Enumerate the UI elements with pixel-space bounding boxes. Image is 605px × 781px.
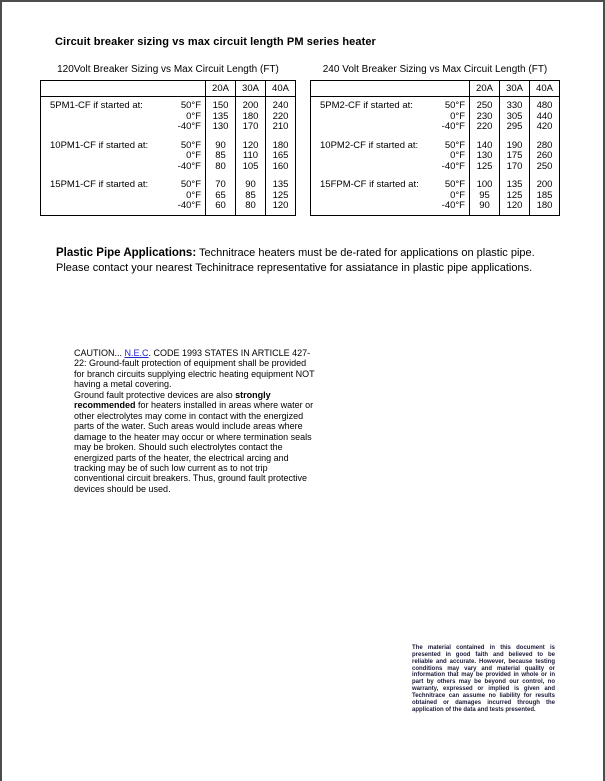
start-temp: 50°F	[180, 179, 201, 191]
table-120v-block	[40, 64, 296, 216]
max-length-value: 180	[530, 201, 560, 212]
max-length-value: 170	[500, 162, 530, 173]
max-length-value: 60	[206, 201, 236, 212]
spacer-cell	[266, 212, 296, 216]
caution-nec-statement: . CODE 1993 STATES IN ARTICLE 427-22: Ground-fault protection of equipment shall be provided for branch circuits supplying electric heating equipment NOT having a metal covering.	[74, 348, 315, 390]
amp-header-cell: 40A	[530, 81, 560, 97]
max-length-value: 135	[266, 180, 296, 191]
start-temp: 50°F	[444, 139, 465, 151]
max-length-value: 85	[206, 151, 236, 162]
max-length-value: 130	[470, 151, 500, 162]
max-length-value: 80	[206, 162, 236, 173]
row-label-flex	[41, 191, 205, 201]
table-row	[41, 191, 296, 202]
table-row	[311, 191, 560, 202]
max-length-value: 170	[236, 122, 266, 133]
table-row	[41, 162, 296, 173]
max-length-value: 95	[470, 191, 500, 202]
max-length-value: 440	[530, 112, 560, 123]
max-length-value: 135	[206, 112, 236, 123]
table-row	[41, 122, 296, 133]
start-temp: 0°F	[186, 150, 201, 162]
spacer-cell	[470, 212, 500, 216]
spacer-cell	[500, 212, 530, 216]
max-length-value: 140	[470, 141, 500, 152]
row-label-cell	[311, 141, 470, 152]
heater-name: 15FPM-CF if started at:	[320, 179, 419, 191]
table-row	[311, 151, 560, 162]
nec-link[interactable]: N.E.C	[124, 348, 149, 358]
table-row	[41, 151, 296, 162]
start-temp: -40°F	[441, 160, 465, 172]
start-temp: 50°F	[180, 139, 201, 151]
spacer-cell	[236, 212, 266, 216]
start-temp: -40°F	[441, 200, 465, 212]
row-label-flex	[41, 112, 205, 122]
caution-text-before-bold: Ground fault protective devices are also	[74, 389, 236, 400]
row-label-flex	[311, 162, 469, 172]
row-label-cell	[41, 101, 206, 112]
heater-name: 15PM1-CF if started at:	[50, 179, 149, 191]
max-length-value: 125	[470, 162, 500, 173]
table-row	[311, 101, 560, 112]
row-label-cell	[311, 101, 470, 112]
start-temp: 50°F	[444, 100, 465, 112]
max-length-value: 100	[470, 180, 500, 191]
max-length-value: 135	[500, 180, 530, 191]
breaker-table-120v	[40, 80, 296, 216]
start-temp: -40°F	[177, 200, 201, 212]
spacer-cell	[311, 212, 470, 216]
amp-header-cell: 30A	[236, 81, 266, 97]
max-length-value: 90	[206, 141, 236, 152]
max-length-value: 295	[500, 122, 530, 133]
row-label-flex	[311, 112, 469, 122]
amp-header-empty-cell	[41, 81, 206, 97]
row-label-flex	[311, 101, 469, 111]
table-120v-title: 120Volt Breaker Sizing vs Max Circuit Length (FT)	[57, 64, 279, 75]
plastic-pipe-paragraph	[56, 246, 566, 276]
max-length-value: 150	[206, 101, 236, 112]
row-label-cell	[311, 180, 470, 191]
spacer-cell	[41, 212, 206, 216]
max-length-value: 90	[236, 180, 266, 191]
table-row	[41, 201, 296, 212]
start-temp: -40°F	[441, 121, 465, 133]
row-label-cell	[311, 151, 470, 162]
max-length-value: 90	[470, 201, 500, 212]
max-length-value: 65	[206, 191, 236, 202]
table-row	[311, 141, 560, 152]
max-length-value: 250	[530, 162, 560, 173]
table-row	[311, 201, 560, 212]
max-length-value: 230	[470, 112, 500, 123]
row-label-flex	[311, 201, 469, 211]
start-temp: 0°F	[186, 110, 201, 122]
row-label-flex	[41, 151, 205, 161]
start-temp: 50°F	[180, 100, 201, 112]
max-length-value: 85	[236, 191, 266, 202]
start-temp: 0°F	[450, 150, 465, 162]
caution-prefix: CAUTION...	[74, 348, 125, 358]
table-row	[311, 180, 560, 191]
disclaimer-text: The material contained in this document is presented in good faith and believed to be reliable and accurate. However, because testing conditions may vary and material quality or information that may be provided in whole or in part by others may be beyond our control, no warranty, expressed or implied is given and Technitrace can assume no liability for results obtained or damages incurred through the application of the data and tests presented.	[412, 645, 555, 713]
row-label-cell	[311, 122, 470, 133]
table-row	[311, 112, 560, 123]
max-length-value: 305	[500, 112, 530, 123]
row-label-cell	[41, 180, 206, 191]
amp-header-row	[311, 81, 560, 97]
start-temp: 50°F	[444, 179, 465, 191]
plastic-pipe-heading: Plastic Pipe Applications:	[56, 247, 197, 259]
max-length-value: 330	[500, 101, 530, 112]
caution-text-after-bold: for heaters installed in areas where water or other electrolytes may come in contact with the energized parts of the water. Such areas would include areas where damage to the heater may occur or where termination seals may be broken. Should such electrolytes contact the energized parts of the heater, the electrical arcing and tracking may be of such low current as to not trip conventional circuit breakers. Thus, ground fault protective devices should be used.	[74, 400, 314, 494]
start-temp: -40°F	[177, 160, 201, 172]
row-label-flex	[41, 180, 205, 190]
start-temp: -40°F	[177, 121, 201, 133]
row-label-flex	[311, 191, 469, 201]
row-label-flex	[41, 122, 205, 132]
caution-paragraph-2	[74, 390, 319, 495]
row-label-flex	[41, 201, 205, 211]
max-length-value: 70	[206, 180, 236, 191]
max-length-value: 260	[530, 151, 560, 162]
max-length-value: 190	[500, 141, 530, 152]
max-length-value: 420	[530, 122, 560, 133]
footer-pad-row	[311, 212, 560, 216]
max-length-value: 165	[266, 151, 296, 162]
max-length-value: 480	[530, 101, 560, 112]
spacer-cell	[530, 212, 560, 216]
heater-name: 10PM1-CF if started at:	[50, 139, 149, 151]
table-240v-block	[310, 64, 560, 216]
row-label-cell	[41, 151, 206, 162]
spacer-cell	[206, 212, 236, 216]
max-length-value: 130	[206, 122, 236, 133]
row-label-cell	[41, 122, 206, 133]
max-length-value: 185	[530, 191, 560, 202]
amp-header-cell: 30A	[500, 81, 530, 97]
max-length-value: 120	[236, 141, 266, 152]
table-240v-title: 240 Volt Breaker Sizing vs Max Circuit Length (FT)	[322, 64, 548, 75]
heater-name: 5PM1-CF if started at:	[50, 100, 143, 112]
max-length-value: 220	[266, 112, 296, 123]
amp-header-row	[41, 81, 296, 97]
max-length-value: 105	[236, 162, 266, 173]
footer-pad-row	[41, 212, 296, 216]
start-temp: 0°F	[186, 189, 201, 201]
caution-bold-phrase: strongly recommended	[74, 389, 271, 411]
amp-header-cell: 20A	[206, 81, 236, 97]
max-length-value: 110	[236, 151, 266, 162]
row-label-flex	[41, 141, 205, 151]
row-label-cell	[41, 141, 206, 152]
max-length-value: 160	[266, 162, 296, 173]
start-temp: 0°F	[450, 189, 465, 201]
max-length-value: 175	[500, 151, 530, 162]
row-label-flex	[41, 101, 205, 111]
table-row	[41, 180, 296, 191]
plastic-pipe-text: Technitrace heaters must be de-rated for applications on plastic pipe. Please contact your nearest Techinitrace representative for assiatance in plastic pipe applications.	[56, 247, 535, 274]
max-length-value: 240	[266, 101, 296, 112]
amp-header-empty-cell	[311, 81, 470, 97]
max-length-value: 210	[266, 122, 296, 133]
max-length-value: 125	[500, 191, 530, 202]
amp-header-cell: 40A	[266, 81, 296, 97]
table-row	[311, 122, 560, 133]
row-label-flex	[41, 162, 205, 172]
amp-header-cell: 20A	[470, 81, 500, 97]
row-label-cell	[311, 201, 470, 212]
row-label-flex	[311, 141, 469, 151]
row-label-cell	[311, 162, 470, 173]
max-length-value: 250	[470, 101, 500, 112]
max-length-value: 120	[500, 201, 530, 212]
max-length-value: 220	[470, 122, 500, 133]
max-length-value: 280	[530, 141, 560, 152]
max-length-value: 125	[266, 191, 296, 202]
row-label-flex	[311, 180, 469, 190]
caution-paragraph-1	[74, 348, 319, 390]
max-length-value: 200	[236, 101, 266, 112]
caution-block	[74, 348, 319, 494]
row-label-flex	[311, 151, 469, 161]
max-length-value: 180	[266, 141, 296, 152]
breaker-table-240v	[310, 80, 560, 216]
max-length-value: 180	[236, 112, 266, 123]
max-length-value: 80	[236, 201, 266, 212]
table-row	[311, 162, 560, 173]
breaker-tables-row	[40, 64, 560, 216]
page-title: Circuit breaker sizing vs max circuit length PM series heater	[55, 36, 376, 48]
table-row	[41, 101, 296, 112]
heater-name: 10PM2-CF if started at:	[320, 139, 419, 151]
row-label-cell	[41, 162, 206, 173]
row-label-cell	[41, 201, 206, 212]
start-temp: 0°F	[450, 110, 465, 122]
heater-name: 5PM2-CF if started at:	[320, 100, 413, 112]
row-label-flex	[311, 122, 469, 132]
max-length-value: 200	[530, 180, 560, 191]
max-length-value: 120	[266, 201, 296, 212]
